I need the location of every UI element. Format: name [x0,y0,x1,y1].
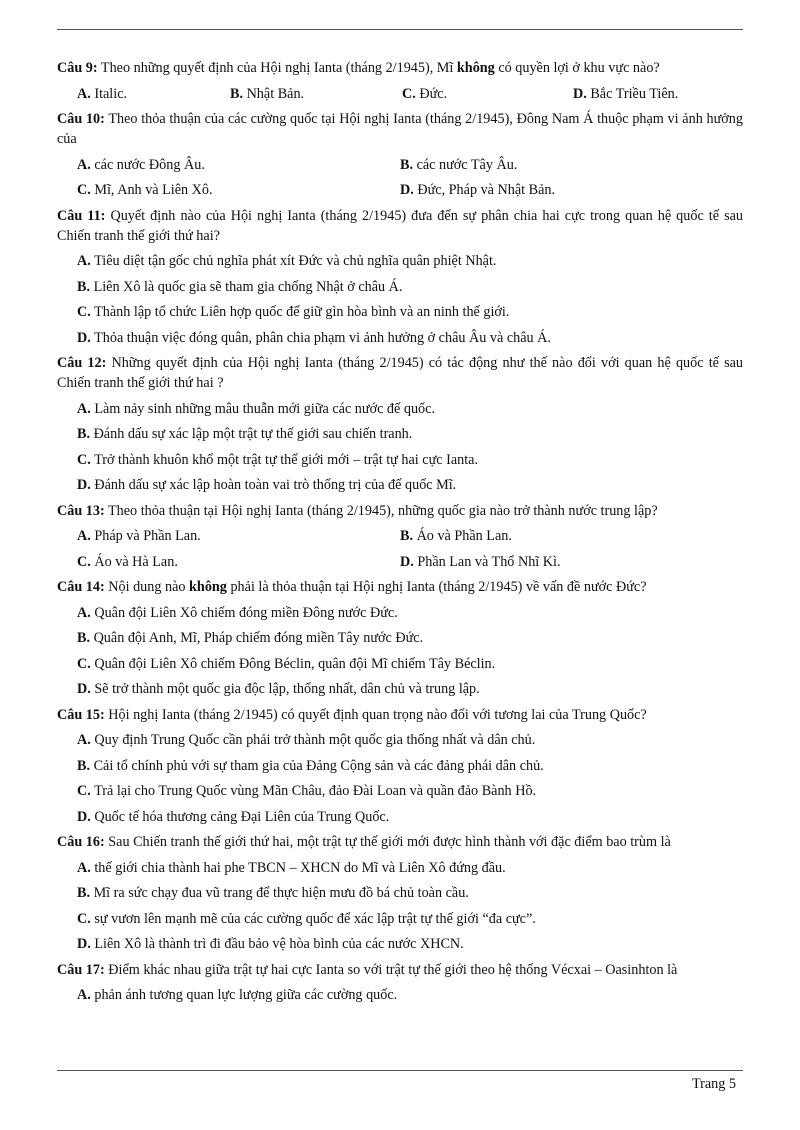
option-text: Mĩ, Anh và Liên Xô. [94,182,213,198]
answer-option [77,858,743,878]
question-number: Câu 9: [57,60,98,76]
answer-option [77,399,743,419]
question-text: Nội dung nào [108,579,190,595]
option-letter: B. [77,630,91,646]
answer-option [77,180,400,200]
question-number: Câu 15: [57,706,105,723]
answer-option [77,603,743,623]
option-text: Bắc Triều Tiên. [590,85,679,102]
question-stem [57,109,743,149]
option-letter: A. [77,528,91,544]
option-letter: C. [77,910,91,927]
question-number: Câu 16: [57,834,105,850]
answer-option [77,84,230,104]
answer-option [77,807,743,827]
question-number: Câu 13: [57,502,105,519]
option-letter: C. [77,553,91,570]
option-text: Italic. [94,85,128,102]
option-text: Liên Xô là thành trì đi đầu bảo vệ hòa bình của các nước XHCN. [94,936,464,952]
option-letter: B. [400,156,414,173]
answer-option [573,84,743,104]
option-text: Nhật Bản. [246,85,305,102]
option-letter: D. [77,936,91,952]
question-block [57,960,743,1006]
option-letter: C. [77,655,91,672]
option-letter: B. [77,757,91,774]
option-text: Áo và Hà Lan. [94,553,178,570]
option-letter: C. [77,451,91,468]
question-block [57,832,743,954]
answer-option [400,526,743,546]
answer-option [77,552,400,572]
option-text: sự vươn lên mạnh mẽ của các cường quốc để xác lập trật tự thế giới “đa cực”. [94,910,536,927]
option-letter: C. [77,783,91,799]
question-number: Câu 10: [57,111,105,127]
option-letter: A. [77,400,91,417]
question-number: Câu 12: [57,355,107,371]
question-stem [57,501,743,521]
question-block [57,577,743,699]
answer-option [402,84,573,104]
question-text: Quyết định nào của Hội nghị Ianta (tháng 2/1945) đưa đến sự phân chia hai cực trong quan hệ quốc tế sau Chiến tranh thế giới thứ hai? [57,207,743,244]
question-text: Sau Chiến tranh thế giới thứ hai, một trật tự thế giới mới được hình thành với đặc điểm bao trùm là [108,834,671,850]
answer-option [77,654,743,674]
option-text: Pháp và Phần Lan. [94,528,201,544]
option-text: Quân đội Liên Xô chiếm Đông Béclin, quân đội Mĩ chiếm Tây Béclin. [94,655,496,672]
answer-options [57,251,743,348]
question-number: Câu 17: [57,961,105,978]
question-text: Theo thỏa thuận tại Hội nghị Ianta (tháng 2/1945), những quốc gia nào trở thành nước trung lập? [108,502,658,519]
question-number: Câu 11: [57,207,106,224]
answer-option [230,84,402,104]
option-letter: A. [77,253,91,269]
option-text: Đức. [419,85,448,102]
answer-options [57,84,743,104]
question-stem [57,832,743,852]
option-text: Quốc tế hóa thương cảng Đại Liên của Trung Quốc. [94,808,390,825]
option-letter: B. [400,528,414,544]
option-text: Cải tổ chính phủ với sự tham gia của Đảng Cộng sản và các đảng phái dân chủ. [93,757,544,774]
question-block [57,109,743,200]
option-letter: A. [77,859,91,876]
answer-option [77,934,743,954]
option-text: Áo và Phần Lan. [416,528,512,544]
option-text: Quân đội Liên Xô chiếm đóng miền Đông nước Đức. [94,604,398,621]
question-stem [57,58,743,78]
answer-option [77,781,743,801]
answer-option [77,450,743,470]
answer-options [57,399,743,496]
question-text: Những quyết định của Hội nghị Ianta (tháng 2/1945) có tác động như thế nào đối với quan hệ quốc tế sau Chiến tranh thế giới thứ hai ? [57,355,743,391]
option-letter: A. [77,85,91,102]
option-text: các nước Đông Âu. [94,156,205,173]
option-letter: B. [230,85,244,102]
option-letter: B. [77,278,91,295]
question-number: Câu 14: [57,579,105,595]
answer-option [77,883,743,903]
question-block [57,705,743,827]
option-text: Mĩ ra sức chạy đua vũ trang để thực hiện mưu đồ bá chủ toàn cầu. [93,885,469,901]
answer-option [77,475,743,495]
option-text: các nước Tây Âu. [416,156,518,173]
option-letter: B. [77,426,91,442]
answer-option [77,328,743,348]
footer-rule [57,1070,743,1071]
emphasis-text: không [456,60,495,76]
answer-options [57,603,743,700]
question-block [57,353,743,495]
option-text: Đức, Pháp và Nhật Bản. [417,182,556,198]
emphasis-text: không [189,579,227,595]
option-letter: C. [77,182,91,198]
answer-option [77,679,743,699]
answer-options [57,730,743,827]
answer-option [77,628,743,648]
option-letter: D. [573,85,587,102]
option-letter: D. [77,477,91,493]
answer-options [57,526,743,572]
option-text: Thành lập tổ chức Liên hợp quốc để giữ gìn hòa bình và an ninh thế giới. [94,304,510,320]
page-number: Trang 5 [691,1076,736,1092]
option-text: Liên Xô là quốc gia sẽ tham gia chống Nhật ở châu Á. [93,278,403,295]
option-letter: A. [77,604,91,621]
question-block [57,501,743,572]
answer-options [57,155,743,201]
question-stem [57,705,743,725]
question-text: Hội nghị Ianta (tháng 2/1945) có quyết định quan trọng nào đối với tương lai của Trung Quốc? [108,706,647,723]
question-stem [57,206,743,246]
option-letter: D. [77,681,91,697]
question-block [57,58,743,104]
option-text: Sẽ trở thành một quốc gia độc lập, thống nhất, dân chủ và trung lập. [94,681,480,697]
option-letter: A. [77,732,91,748]
question-stem [57,353,743,393]
answer-options [57,858,743,955]
option-text: Đánh dấu sự xác lập một trật tự thế giới sau chiến tranh. [93,426,413,442]
option-text: Trở thành khuôn khổ một trật tự thế giới mới – trật tự hai cực Ianta. [94,451,479,468]
option-text: Phần Lan và Thổ Nhĩ Kì. [417,553,561,570]
option-text: Trả lại cho Trung Quốc vùng Mãn Châu, đảo Đài Loan và quần đảo Bành Hồ. [94,783,537,799]
option-letter: D. [400,553,414,570]
question-list [57,58,743,1011]
option-letter: C. [77,304,91,320]
question-text: phải là thỏa thuận tại Hội nghị Ianta (tháng 2/1945) về vấn đề nước Đức? [226,579,647,595]
question-stem [57,960,743,980]
answer-option [400,155,743,175]
answer-option [400,552,743,572]
question-stem [57,577,743,597]
option-text: Đánh dấu sự xác lập hoàn toàn vai trò thống trị của đế quốc Mĩ. [94,477,457,493]
option-letter: D. [77,808,91,825]
option-text: Quân đội Anh, Mĩ, Pháp chiếm đóng miền Tây nước Đức. [93,630,424,646]
header-rule [57,29,743,30]
option-text: phản ánh tương quan lực lượng giữa các cường quốc. [94,987,398,1003]
answer-option [77,730,743,750]
answer-option [77,909,743,929]
answer-option [77,424,743,444]
answer-option [77,277,743,297]
option-text: thế giới chia thành hai phe TBCN – XHCN do Mĩ và Liên Xô đứng đầu. [94,859,506,876]
option-letter: D. [400,182,414,198]
answer-option [77,251,743,271]
answer-option [77,302,743,322]
option-letter: A. [77,156,91,173]
question-text: Theo thỏa thuận của các cường quốc tại Hội nghị Ianta (tháng 2/1945), Đông Nam Á thuộc phạm vi ảnh hưởng của [57,111,743,147]
option-letter: C. [402,85,416,102]
answer-options [57,985,743,1005]
question-block [57,206,743,348]
question-text: Theo những quyết định của Hội nghị Ianta (tháng 2/1945), Mĩ [100,60,457,76]
option-text: Tiêu diệt tận gốc chủ nghĩa phát xít Đức và chủ nghĩa quân phiệt Nhật. [94,253,497,269]
option-text: Thỏa thuận việc đóng quân, phân chia phạm vi ảnh hưởng ở châu Âu và châu Á. [94,329,551,346]
answer-option [77,526,400,546]
option-letter: D. [77,329,91,346]
answer-option [400,180,743,200]
option-text: Quy định Trung Quốc cần phải trở thành một quốc gia thống nhất và dân chủ. [94,732,536,748]
question-text: có quyền lợi ở khu vực nào? [494,60,660,76]
answer-option [77,155,400,175]
answer-option [77,756,743,776]
option-letter: B. [77,885,91,901]
option-letter: A. [77,987,91,1003]
question-text: Điểm khác nhau giữa trật tự hai cực Ianta so với trật tự thế giới theo hệ thống Vécxai – Oasinhton là [108,961,678,978]
option-text: Làm nảy sinh những mâu thuẫn mới giữa các nước đế quốc. [94,400,435,417]
answer-option [77,985,743,1005]
